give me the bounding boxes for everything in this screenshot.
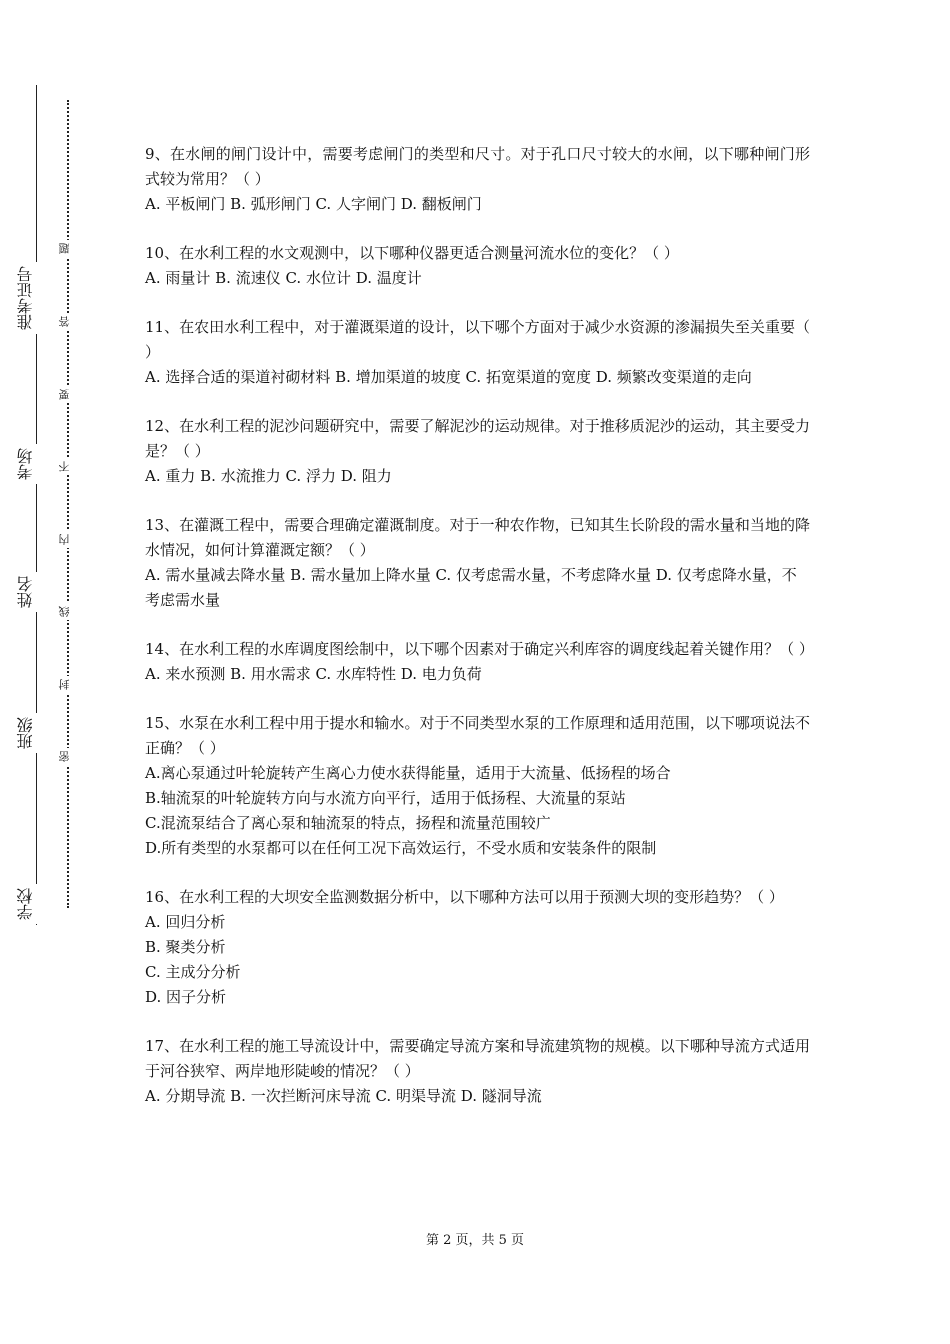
option-b: B.轴流泵的叶轮旋转方向与水流方向平行，适用于低扬程、大流量的泵站: [145, 789, 626, 807]
field-label-exam-room: 考场: [18, 444, 54, 484]
question-13: [145, 513, 810, 613]
question-10: [145, 241, 810, 291]
question-stem: 15、水泵在水利工程中用于提水和输水。对于不同类型水泵的工作原理和适用范围，以下哪项说法不正确？（ ）: [145, 714, 810, 757]
question-options: A. 雨量计 B. 流速仪 C. 水位计 D. 温度计: [145, 269, 422, 287]
question-14: [145, 637, 814, 687]
question-stem: 9、在水闸的闸门设计中，需要考虑闸门的类型和尺寸。对于孔口尺寸较大的水闸，以下哪种闸门形式较为常用？（ ）: [145, 145, 810, 188]
seal-dotted-line: [67, 100, 69, 908]
question-options: A. 需水量减去降水量 B. 需水量加上降水量 C. 仅考虑需水量，不考虑降水量 D. 仅考虑降水量，不考虑需水量: [145, 566, 797, 609]
field-label-name: 姓名: [18, 572, 54, 612]
question-list: [145, 142, 814, 1133]
seal-char: 线: [59, 603, 75, 620]
option-d: D. 因子分析: [145, 988, 227, 1006]
question-12: [145, 414, 810, 489]
option-c: C.混流泵结合了离心泵和轴流泵的特点，扬程和流量范围较广: [145, 814, 551, 832]
question-options: A. 选择合适的渠道衬砌材料 B. 增加渠道的坡度 C. 拓宽渠道的宽度 D. 频繁改变渠道的走向: [145, 368, 752, 386]
question-options: A. 平板闸门 B. 弧形闸门 C. 人字闸门 D. 翻板闸门: [145, 195, 482, 213]
field-label-school: 学校: [18, 884, 54, 924]
question-16: [145, 885, 810, 1010]
binding-margin: [0, 0, 110, 1344]
seal-char: 封: [59, 676, 75, 693]
question-options: A. 来水预测 B. 用水需求 C. 水库特性 D. 电力负荷: [145, 665, 482, 683]
question-9: [145, 142, 810, 217]
question-17: [145, 1034, 810, 1109]
field-label-class: 班级: [18, 713, 54, 753]
question-options: A. 分期导流 B. 一次拦断河床导流 C. 明渠导流 D. 隧洞导流: [145, 1087, 542, 1105]
option-a: A.离心泵通过叶轮旋转产生离心力使水获得能量，适用于大流量、低扬程的场合: [145, 764, 671, 782]
question-stem: 16、在水利工程的大坝安全监测数据分析中，以下哪种方法可以用于预测大坝的变形趋势？（ ）: [145, 888, 784, 906]
question-stem: 17、在水利工程的施工导流设计中，需要确定导流方案和导流建筑物的规模。以下哪种导流方式适用于河谷狭窄、两岸地形陡峻的情况？（ ）: [145, 1037, 810, 1080]
seal-char: 内: [59, 531, 75, 548]
page-number: 第 2 页，共 5 页: [425, 1233, 525, 1248]
seal-char: 密: [59, 748, 75, 765]
question-stem: 13、在灌溉工程中，需要合理确定灌溉制度。对于一种农作物，已知其生长阶段的需水量和当地的降水情况，如何计算灌溉定额？（ ）: [145, 516, 810, 559]
seal-char: 题: [59, 240, 75, 257]
question-15: [145, 711, 810, 861]
question-stem: 10、在水利工程的水文观测中，以下哪种仪器更适合测量河流水位的变化？（ ）: [145, 244, 679, 262]
question-stem: 12、在水利工程的泥沙问题研究中，需要了解泥沙的运动规律。对于推移质泥沙的运动，其主要受力是？（ ）: [145, 417, 810, 460]
question-stem: 11、在农田水利工程中，对于灌溉渠道的设计，以下哪个方面对于减少水资源的渗漏损失至关重要（ ）: [145, 318, 810, 361]
question-11: [145, 315, 810, 390]
seal-char: 不: [59, 458, 75, 475]
seal-char: 答: [59, 313, 75, 330]
option-d: D.所有类型的水泵都可以在任何工况下高效运行，不受水质和安装条件的限制: [145, 839, 657, 857]
question-options: A. 重力 B. 水流推力 C. 浮力 D. 阻力: [145, 467, 392, 485]
margin-solid-line: [36, 85, 37, 925]
field-label-exam-number: 准考证号: [18, 262, 54, 334]
option-a: A. 回归分析: [145, 913, 226, 931]
seal-char: 要: [59, 386, 75, 403]
option-b: B. 聚类分析: [145, 938, 226, 956]
option-c: C. 主成分分析: [145, 963, 241, 981]
question-stem: 14、在水利工程的水库调度图绘制中，以下哪个因素对于确定兴利库容的调度线起着关键作用？（ ）: [145, 640, 814, 658]
